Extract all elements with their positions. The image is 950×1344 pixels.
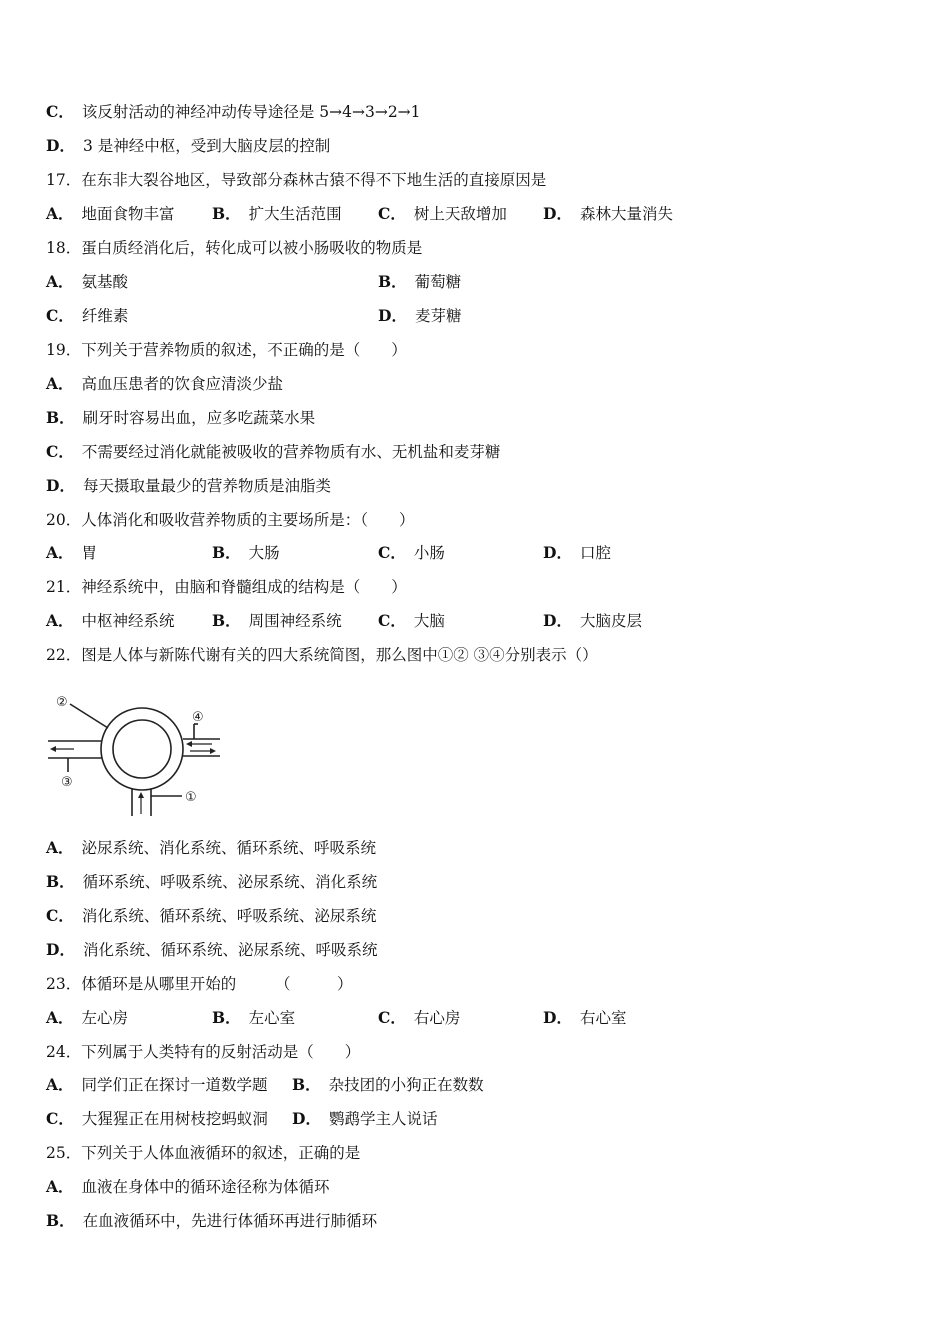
q24-option-a: A． 同学们正在探讨一道数学题	[46, 1075, 268, 1094]
q17-option-d: D． 森林大量消失	[543, 204, 673, 223]
left-arrow-head	[50, 746, 56, 752]
diagram-label-four: ④	[192, 710, 204, 725]
q17-option-b: B． 扩大生活范围	[212, 204, 342, 223]
q17-option-c: C． 树上天敌增加	[378, 204, 507, 223]
q24-option-d: D． 鹦鹉学主人说话	[292, 1109, 438, 1128]
q21-option-c: C． 大脑	[378, 611, 445, 630]
q20-option-b: B． 大肠	[212, 543, 280, 562]
q24-stem: 24．下列属于人类特有的反射活动是（ ）	[46, 1043, 361, 1061]
q20-option-d: D． 口腔	[543, 543, 611, 562]
q23-option-d: D． 右心室	[543, 1008, 627, 1027]
q18-option-a: A． 氨基酸	[46, 272, 129, 291]
leader-two	[70, 704, 108, 728]
q19-option-a: A． 高血压患者的饮食应清淡少盐	[46, 374, 284, 393]
q20-option-a: A． 胃	[46, 543, 98, 562]
q25-option-a: A． 血液在身体中的循环途径称为体循环	[46, 1177, 330, 1196]
q25-option-b: B． 在血液循环中，先进行体循环再进行肺循环	[46, 1211, 378, 1230]
q21-option-a: A． 中枢神经系统	[46, 611, 175, 630]
q23-option-c: C． 右心房	[378, 1008, 461, 1027]
q22-option-c: C． 消化系统、循环系统、呼吸系统、泌尿系统	[46, 906, 377, 925]
q17-option-a: A． 地面食物丰富	[46, 204, 175, 223]
q25-stem: 25．下列关于人体血液循环的叙述，正确的是	[46, 1144, 361, 1162]
q19-option-b: B． 刷牙时容易出血，应多吃蔬菜水果	[46, 408, 316, 427]
diagram-inner-ring	[113, 720, 171, 778]
q19-option-c: C． 不需要经过消化就能被吸收的营养物质有水、无机盐和麦芽糖	[46, 442, 501, 461]
q23-stem: 23．体循环是从哪里开始的 （ ）	[46, 975, 353, 993]
diagram-label-three: ③	[61, 775, 73, 790]
q21-option-b: B． 周围神经系统	[212, 611, 342, 630]
q18-option-c: C． 纤维素	[46, 306, 129, 325]
q18-stem: 18．蛋白质经消化后，转化成可以被小肠吸收的物质是	[46, 239, 423, 257]
right-arrow-in-head	[186, 741, 192, 747]
q21-stem: 21．神经系统中，由脑和脊髓组成的结构是（ ）	[46, 578, 407, 596]
q22-option-b: B． 循环系统、呼吸系统、泌尿系统、消化系统	[46, 872, 378, 891]
q16-option-d: D． 3 是神经中枢，受到大脑皮层的控制	[46, 136, 331, 155]
right-arrow-out-head	[210, 748, 216, 754]
q18-option-b: B． 葡萄糖	[378, 272, 462, 291]
q20-option-c: C． 小肠	[378, 543, 445, 562]
diagram-label-two: ②	[56, 695, 68, 710]
q21-option-d: D． 大脑皮层	[543, 611, 642, 630]
diagram-label-one: ①	[185, 790, 197, 805]
q24-option-c: C． 大猩猩正在用树枝挖蚂蚁洞	[46, 1109, 268, 1128]
q16-option-c: C． 该反射活动的神经冲动传导途径是 5→4→3→2→1	[46, 102, 421, 121]
q17-stem: 17．在东非大裂谷地区，导致部分森林古猿不得不下地生活的直接原因是	[46, 171, 547, 189]
bottom-arrow-head	[138, 792, 144, 798]
q24-option-b: B． 杂技团的小狗正在数数	[292, 1075, 484, 1094]
metabolism-systems-diagram	[44, 688, 224, 818]
q22-option-a: A． 泌尿系统、消化系统、循环系统、呼吸系统	[46, 838, 377, 857]
q18-option-d: D． 麦芽糖	[378, 306, 462, 325]
q22-stem: 22．图是人体与新陈代谢有关的四大系统简图，那么图中①② ③④分别表示（）	[46, 646, 598, 664]
q22-option-d: D． 消化系统、循环系统、泌尿系统、呼吸系统	[46, 940, 378, 959]
q23-option-b: B． 左心室	[212, 1008, 296, 1027]
q23-option-a: A． 左心房	[46, 1008, 129, 1027]
q20-stem: 20．人体消化和吸收营养物质的主要场所是：（ ）	[46, 511, 415, 529]
q19-stem: 19．下列关于营养物质的叙述，不正确的是（ ）	[46, 341, 407, 359]
q19-option-d: D． 每天摄取量最少的营养物质是油脂类	[46, 476, 331, 495]
